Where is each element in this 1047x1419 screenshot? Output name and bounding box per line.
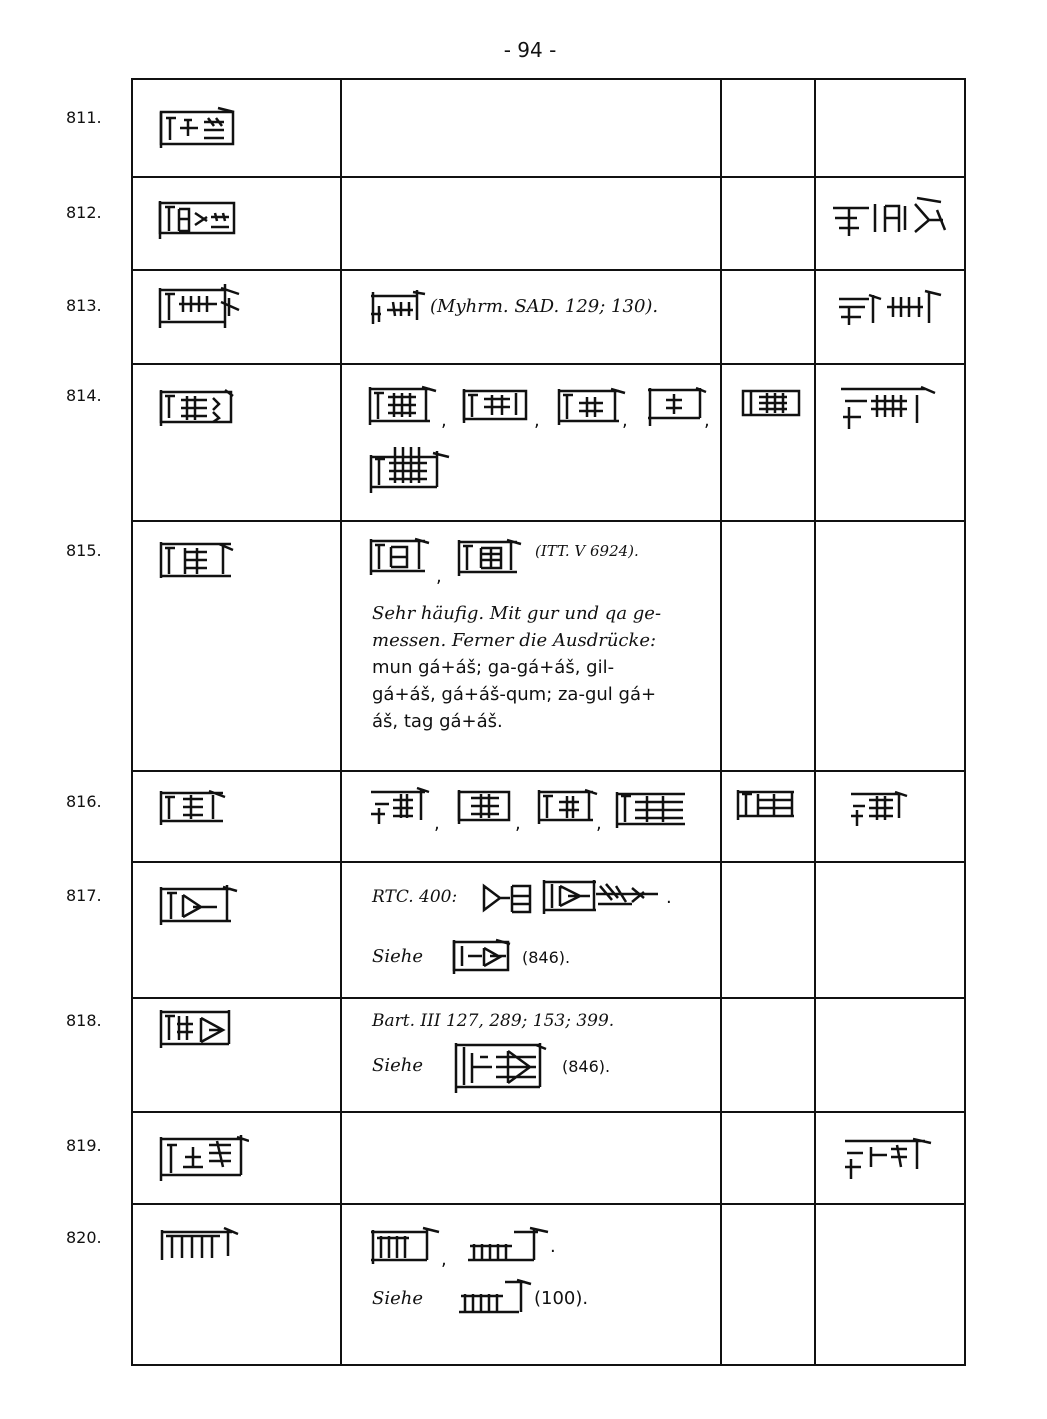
cuneiform-variant-814-d-icon — [644, 384, 708, 428]
cuneiform-variant-813-late-icon — [835, 285, 947, 329]
cuneiform-variant-816-b-icon — [455, 786, 515, 826]
cuneiform-variant-814-neo-icon — [739, 387, 805, 419]
row-divider — [133, 269, 964, 271]
cuneiform-sign-813-icon — [155, 282, 243, 330]
cuneiform-variant-817-a-icon — [480, 878, 536, 918]
row-divider — [133, 176, 964, 178]
column-divider — [340, 80, 342, 1364]
cuneiform-sign-812-icon — [155, 195, 240, 241]
row-number-816: 816. — [66, 792, 102, 811]
note-line: gá+áš, gá+áš-qum; za-gul gá+ — [372, 684, 657, 705]
cuneiform-see-818-icon — [452, 1039, 548, 1095]
row-divider — [133, 520, 964, 522]
see-ref-817: (846). — [522, 948, 571, 967]
row-divider — [133, 1111, 964, 1113]
row-number-819: 819. — [66, 1136, 102, 1155]
cuneiform-see-820-icon — [455, 1276, 533, 1316]
cuneiform-sign-814-icon — [157, 386, 237, 428]
row-divider — [133, 770, 964, 772]
separator-comma: , — [434, 813, 440, 834]
cuneiform-sign-817-icon — [157, 881, 239, 927]
separator-comma: , — [534, 410, 540, 431]
separator-comma: , — [596, 813, 602, 834]
note-line: mun gá+áš; ga-gá+áš, gil- — [372, 657, 615, 678]
note-line: áš, tag gá+áš. — [372, 711, 503, 732]
note-line: Sehr häufig. Mit gur und qa ge- — [372, 603, 662, 624]
row-number-820: 820. — [66, 1228, 102, 1247]
cuneiform-variant-814-late-icon — [837, 383, 937, 433]
cuneiform-variant-820-a-icon — [367, 1224, 443, 1266]
cuneiform-variant-820-b-icon — [464, 1224, 552, 1266]
see-ref-820: (100). — [534, 1288, 589, 1309]
cuneiform-variant-817-c-icon — [592, 878, 662, 914]
see-label-817: Siehe — [372, 946, 423, 967]
cuneiform-sign-815-icon — [157, 538, 237, 580]
cuneiform-sign-819-icon — [157, 1131, 249, 1183]
cuneiform-variant-815-b-icon — [455, 536, 525, 578]
separator-comma: , — [441, 410, 447, 431]
cuneiform-variant-814-a-icon — [366, 383, 440, 427]
see-label-818: Siehe — [372, 1055, 423, 1076]
cuneiform-sign-820-icon — [158, 1226, 240, 1262]
cuneiform-variant-816-d-icon — [613, 786, 689, 830]
cuneiform-see-817-icon — [450, 936, 514, 976]
reference-815: (ITT. V 6924). — [535, 542, 639, 560]
note-815 — [372, 600, 722, 735]
separator-comma: , — [441, 1249, 447, 1270]
row-divider — [133, 997, 964, 999]
page-number: - 94 - — [503, 38, 557, 62]
separator-comma: , — [704, 410, 710, 431]
cuneiform-variant-816-a-icon — [367, 784, 433, 826]
cuneiform-variant-813-a-icon — [367, 288, 429, 328]
row-number-813: 813. — [66, 296, 102, 315]
row-divider — [133, 363, 964, 365]
cuneiform-variant-816-c-icon — [535, 786, 599, 826]
separator-period: . — [550, 1236, 556, 1257]
see-ref-818: (846). — [562, 1057, 611, 1076]
row-number-818: 818. — [66, 1011, 102, 1030]
cuneiform-variant-814-b-icon — [460, 385, 532, 425]
cuneiform-variant-819-late-icon — [841, 1135, 933, 1181]
cuneiform-variant-815-a-icon — [367, 535, 433, 577]
row-number-814: 814. — [66, 386, 102, 405]
cuneiform-sign-816-icon — [157, 787, 229, 827]
cuneiform-variant-812-late-icon — [829, 192, 949, 242]
row-divider — [133, 1203, 964, 1205]
cuneiform-sign-818-icon — [157, 1004, 239, 1050]
row-number-812: 812. — [66, 203, 102, 222]
cuneiform-sign-811-icon — [158, 106, 238, 150]
note-line: messen. Ferner die Ausdrücke: — [372, 630, 657, 651]
row-number-811: 811. — [66, 108, 102, 127]
separator-period: . — [666, 887, 672, 908]
row-number-815: 815. — [66, 541, 102, 560]
row-divider — [133, 861, 964, 863]
separator-comma: , — [436, 566, 442, 587]
column-divider — [814, 80, 816, 1364]
cuneiform-variant-814-e-icon — [367, 443, 453, 495]
separator-comma: , — [622, 410, 628, 431]
separator-comma: , — [515, 813, 521, 834]
reference-817: RTC. 400: — [372, 887, 458, 907]
reference-813: (Myhrm. SAD. 129; 130). — [430, 296, 659, 317]
see-label-820: Siehe — [372, 1288, 423, 1309]
row-number-817: 817. — [66, 886, 102, 905]
cuneiform-variant-816-late-icon — [847, 788, 909, 828]
cuneiform-variant-814-c-icon — [555, 385, 627, 427]
reference-818: Bart. III 127, 289; 153; 399. — [372, 1011, 615, 1031]
cuneiform-variant-816-neo-icon — [734, 786, 800, 822]
